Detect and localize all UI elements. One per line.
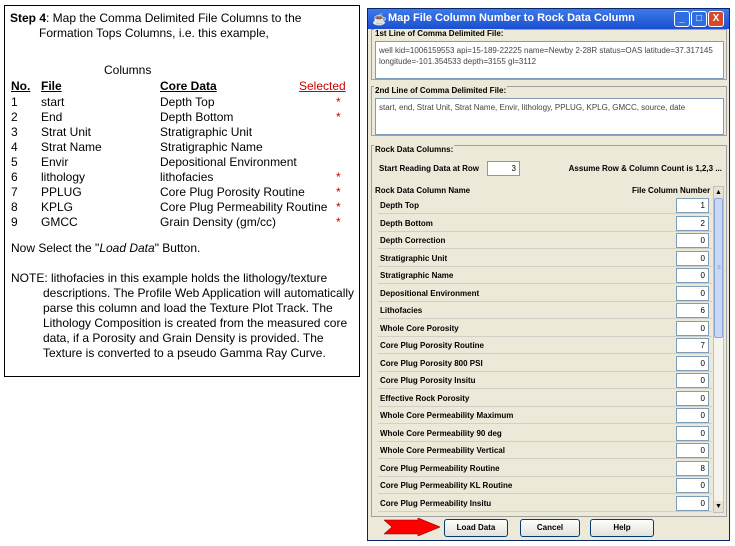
- column-name-header: Rock Data Column Name: [375, 186, 471, 195]
- row-number: 4: [11, 140, 18, 154]
- row-selected-mark: *: [336, 95, 341, 109]
- start-row-input[interactable]: 3: [487, 161, 520, 176]
- column-row: [5, 110, 355, 125]
- row-number: 2: [11, 110, 18, 124]
- file-column-number-input[interactable]: 1: [676, 198, 709, 213]
- first-line-group: [371, 29, 727, 80]
- rock-column-name: Depositional Environment: [380, 288, 480, 298]
- row-core-data: Depth Top: [160, 95, 215, 109]
- row-file: KPLG: [41, 200, 74, 214]
- row-file: Strat Unit: [41, 125, 92, 139]
- button-bar: [374, 514, 634, 536]
- file-column-number-input[interactable]: 0: [676, 478, 709, 493]
- file-column-number-input[interactable]: 0: [676, 251, 709, 266]
- load-data-instruction: [11, 241, 200, 255]
- title-bar[interactable]: [368, 9, 729, 29]
- row-number: 5: [11, 155, 18, 169]
- now-button-name: Load Data: [99, 241, 155, 255]
- rock-column-name: Whole Core Permeability 90 deg: [380, 428, 502, 438]
- table-row: [378, 355, 712, 372]
- file-column-number-input[interactable]: 0: [676, 286, 709, 301]
- file-column-number-input[interactable]: 0: [676, 443, 709, 458]
- column-row: [5, 140, 355, 155]
- rock-column-name: Depth Bottom: [380, 218, 433, 228]
- step-instructions: [10, 11, 350, 41]
- second-line-label: 2nd Line of Comma Delimited File:: [375, 86, 507, 95]
- now-prefix: Now Select the ": [11, 241, 100, 255]
- load-data-button[interactable]: Load Data: [444, 519, 508, 537]
- file-column-number-input[interactable]: 0: [676, 408, 709, 423]
- second-line-group: [371, 86, 727, 136]
- file-column-number-input[interactable]: 0: [676, 321, 709, 336]
- row-number: 8: [11, 200, 18, 214]
- rock-column-name: Lithofacies: [380, 306, 423, 315]
- table-row: [378, 425, 712, 442]
- row-core-data: Core Plug Porosity Routine: [160, 185, 305, 199]
- step-text-line1: : Map the Comma Delimited File Columns to the: [46, 11, 302, 25]
- table-row: [378, 337, 712, 354]
- rock-column-name: Core Plug Permeability Insitu: [380, 498, 492, 508]
- table-row: [378, 390, 712, 407]
- rock-column-name: Core Plug Permeability KL Routine: [380, 481, 513, 490]
- java-cup-icon: ☕: [372, 12, 387, 26]
- scroll-down-icon[interactable]: ▼: [715, 503, 722, 510]
- rock-column-name: Core Plug Porosity 800 PSI: [380, 358, 483, 368]
- rock-column-name: Effective Rock Porosity: [380, 393, 470, 403]
- scroll-up-icon[interactable]: ▲: [715, 189, 722, 196]
- column-row: [5, 215, 355, 230]
- row-core-data: lithofacies: [160, 170, 214, 184]
- row-file: GMCC: [41, 215, 78, 229]
- column-number-header: File Column Number: [632, 186, 711, 195]
- file-column-number-input[interactable]: 6: [676, 303, 709, 318]
- step-text-line2: Formation Tops Columns, i.e. this example,: [39, 26, 269, 40]
- table-row: [378, 372, 712, 389]
- table-row: [378, 477, 712, 494]
- row-number: 7: [11, 185, 18, 199]
- row-number: 6: [11, 170, 18, 184]
- row-file: Strat Name: [41, 140, 102, 154]
- dialog-title: Map File Column Number to Rock Data Column: [388, 12, 635, 24]
- row-core-data: Stratigraphic Unit: [160, 125, 253, 139]
- table-row: [378, 232, 712, 249]
- file-column-number-input[interactable]: 7: [676, 338, 709, 353]
- header-selected: Selected: [299, 79, 346, 93]
- help-button[interactable]: Help: [590, 519, 654, 537]
- file-column-number-input[interactable]: 0: [676, 233, 709, 248]
- rock-column-name: Core Plug Permeability Routine: [380, 463, 500, 473]
- instruction-panel: [4, 5, 360, 377]
- rock-column-name: Depth Correction: [380, 236, 446, 245]
- table-row: [378, 215, 712, 232]
- table-row: [378, 407, 712, 424]
- file-column-number-input[interactable]: 0: [676, 356, 709, 371]
- row-selected-mark: *: [336, 185, 341, 199]
- row-core-data: Depth Bottom: [160, 110, 234, 124]
- table-row: [378, 250, 712, 267]
- table-row: [378, 320, 712, 337]
- row-selected-mark: *: [336, 110, 341, 124]
- rock-column-name: Whole Core Permeability Maximum: [380, 411, 514, 420]
- table-row: [378, 460, 712, 477]
- file-column-number-input[interactable]: 0: [676, 496, 709, 511]
- file-column-number-input[interactable]: 0: [676, 426, 709, 441]
- row-file: lithology: [41, 170, 86, 184]
- note: [11, 271, 355, 361]
- grip-icon: ≡: [717, 265, 721, 271]
- header-core-data: Core Data: [160, 79, 217, 93]
- row-core-data: Stratigraphic Name: [160, 140, 263, 154]
- vertical-scrollbar[interactable]: [713, 186, 724, 513]
- column-row: [5, 155, 355, 170]
- first-line-textarea[interactable]: well kid=1006159553 api=15-189-22225 name=Newby 2-28R status=OAS latitude=37.317145 longitude=-101.354533 depth=3155 gl=3112: [375, 41, 724, 79]
- map-columns-dialog: [367, 8, 730, 541]
- column-row: [5, 200, 355, 215]
- column-row: [5, 185, 355, 200]
- scroll-thumb[interactable]: [714, 198, 723, 338]
- row-selected-mark: *: [336, 170, 341, 184]
- column-row: [5, 170, 355, 185]
- row-core-data: Core Plug Permeability Routine: [160, 200, 328, 214]
- note-line1: NOTE: lithofacies in this example holds the lithology/texture: [11, 271, 328, 285]
- row-core-data: Depositional Environment: [160, 155, 297, 169]
- row-file: start: [41, 95, 65, 109]
- columns-title: Columns: [104, 63, 152, 77]
- step-label: Step 4: [10, 11, 47, 25]
- table-row: [378, 442, 712, 459]
- row-selected-mark: *: [336, 200, 341, 214]
- table-row: [378, 267, 712, 284]
- cancel-button[interactable]: Cancel: [520, 519, 580, 537]
- table-row: [378, 302, 712, 319]
- assume-count-note: Assume Row & Column Count is 1,2,3 ...: [568, 164, 722, 173]
- note-rest: descriptions. The Profile Web Application will automatically parse this column and load the Texture Plot Track. The Lithology Composition is created from the measured core data, if a Porosity and Grain Density is provided. The Texture is converted to a pseudo Gamma Ray Curve.: [43, 286, 355, 360]
- rock-column-name: Stratigraphic Name: [380, 271, 454, 280]
- rock-data-columns-group: [371, 145, 727, 517]
- file-column-number-input[interactable]: 0: [676, 373, 709, 388]
- file-column-number-input[interactable]: 0: [676, 268, 709, 283]
- file-column-number-input[interactable]: 0: [676, 391, 709, 406]
- rock-column-name: Whole Core Porosity: [380, 323, 459, 333]
- table-row: [378, 285, 712, 302]
- table-row: [378, 495, 712, 512]
- table-row: [378, 197, 712, 214]
- now-suffix: " Button.: [154, 241, 201, 255]
- header-file: File: [41, 79, 62, 93]
- maximize-button[interactable]: □: [691, 11, 707, 27]
- row-number: 1: [11, 95, 18, 109]
- file-column-number-input[interactable]: 2: [676, 216, 709, 231]
- row-file: PPLUG: [41, 185, 82, 199]
- file-column-number-input[interactable]: 8: [676, 461, 709, 476]
- rock-data-table: [378, 197, 712, 513]
- row-file: End: [41, 110, 63, 124]
- column-row: [5, 125, 355, 140]
- start-row-label: Start Reading Data at Row: [379, 164, 480, 173]
- header-no: No.: [11, 79, 31, 93]
- close-button[interactable]: X: [708, 11, 724, 27]
- row-selected-mark: *: [336, 215, 341, 229]
- first-line-label: 1st Line of Comma Delimited File:: [375, 29, 504, 38]
- rock-column-name: Stratigraphic Unit: [380, 253, 448, 263]
- rock-column-name: Whole Core Permeability Vertical: [380, 446, 505, 455]
- red-arrow-icon: [384, 518, 440, 536]
- row-file: Envir: [41, 155, 69, 169]
- minimize-button[interactable]: _: [674, 11, 690, 27]
- rock-column-name: Depth Top: [380, 201, 419, 210]
- rock-column-name: Core Plug Porosity Routine: [380, 341, 485, 350]
- column-row: [5, 95, 355, 110]
- rock-data-columns-label: Rock Data Columns:: [375, 145, 454, 154]
- row-core-data: Grain Density (gm/cc): [160, 215, 277, 229]
- rock-column-name: Core Plug Porosity Insitu: [380, 376, 476, 385]
- row-number: 3: [11, 125, 18, 139]
- row-number: 9: [11, 215, 18, 229]
- second-line-textarea[interactable]: start, end, Strat Unit, Strat Name, Envir, lithology, PPLUG, KPLG, GMCC, source, date: [375, 98, 724, 135]
